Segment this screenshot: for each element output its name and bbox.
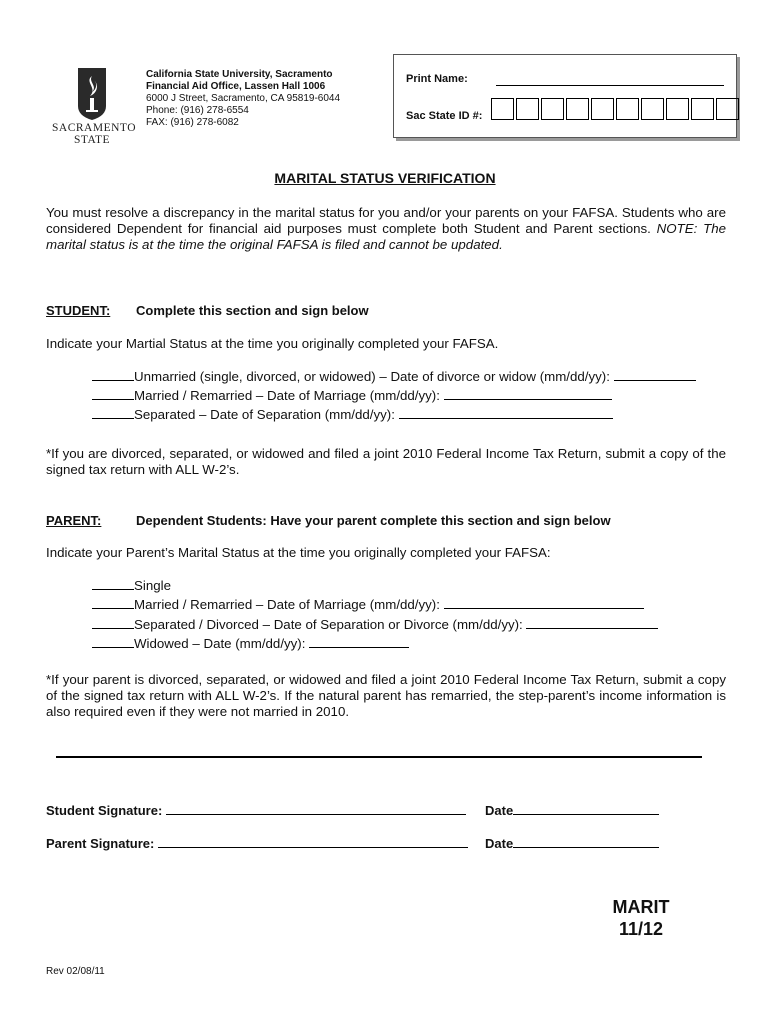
parent-date-row — [485, 836, 659, 851]
intro-text: You must resolve a discrepancy in the marital status for you and/or your parents on your FAFSA. Students who are considered Dependent for financial aid purposes must complete both Student and Parent sections. — [46, 205, 726, 236]
parent-option-married: Married / Remarried – Date of Marriage (mm/dd/yy): — [92, 597, 644, 613]
parent-signature-label: Parent Signature: — [46, 836, 155, 851]
intro-paragraph — [46, 205, 726, 253]
student-instruction: Indicate your Martial Status at the time you originally completed your FAFSA. — [46, 336, 499, 351]
date-blank[interactable] — [399, 407, 613, 419]
sac-id-digit-box[interactable] — [691, 98, 714, 120]
form-code-name: MARIT — [612, 897, 670, 917]
parent-footnote: *If your parent is divorced, separated, or widowed and filed a joint 2010 Federal Income Tax Return, submit a copy of the signed tax return with ALL W-2’s. If the natural parent has remarried, the step-parent’s income information is also required even if they were not married in 2010. — [46, 672, 726, 719]
parent-description: Dependent Students: Have your parent complete this section and sign below — [136, 513, 611, 528]
page-title: MARITAL STATUS VERIFICATION — [274, 170, 496, 186]
section-divider — [56, 756, 702, 758]
date-label: Date — [485, 803, 514, 818]
date-blank[interactable] — [444, 388, 612, 400]
sac-id-digit-box[interactable] — [491, 98, 514, 120]
address-line: Phone: (916) 278-6554 — [146, 105, 249, 116]
office-address — [146, 69, 340, 129]
parent-option-single: Single — [92, 578, 171, 594]
student-option-married: Married / Remarried – Date of Marriage (mm/dd/yy): — [92, 388, 612, 404]
form-code-year: 11/12 — [618, 919, 664, 939]
student-id-box — [393, 54, 737, 138]
print-name-field[interactable] — [496, 85, 724, 86]
parent-option-widowed: Widowed – Date (mm/dd/yy): — [92, 636, 409, 652]
date-blank[interactable] — [444, 597, 644, 609]
student-signature-label: Student Signature: — [46, 803, 163, 818]
date-blank[interactable] — [614, 369, 696, 381]
torch-icon — [72, 66, 112, 122]
address-line: California State University, Sacramento — [146, 69, 333, 80]
sac-id-digit-box[interactable] — [566, 98, 589, 120]
sac-id-digit-box[interactable] — [541, 98, 564, 120]
parent-heading: PARENT: — [46, 513, 102, 528]
checkmark-blank[interactable] — [92, 636, 134, 648]
logo-word-state: STATE — [73, 134, 111, 146]
student-date-field[interactable] — [513, 803, 659, 815]
intro-note: NOTE: The marital status is at the time the original FAFSA is filed and cannot be updated. — [46, 221, 726, 252]
sac-id-digit-box[interactable] — [616, 98, 639, 120]
address-line: Financial Aid Office, Lassen Hall 1006 — [146, 81, 326, 92]
address-line: 6000 J Street, Sacramento, CA 95819-6044 — [146, 93, 341, 104]
student-signature-field[interactable] — [166, 803, 466, 815]
checkmark-blank[interactable] — [92, 407, 134, 419]
student-description: Complete this section and sign below — [136, 303, 369, 318]
sac-id-field — [491, 98, 741, 120]
form-code — [606, 896, 676, 940]
student-footnote: *If you are divorced, separated, or widowed and filed a joint 2010 Federal Income Tax Return, submit a copy of the signed tax return with ALL W-2’s. — [46, 446, 726, 477]
checkmark-blank[interactable] — [92, 388, 134, 400]
date-blank[interactable] — [309, 636, 409, 648]
date-label: Date — [485, 836, 514, 851]
date-blank[interactable] — [526, 617, 658, 629]
sac-id-digit-box[interactable] — [591, 98, 614, 120]
sac-id-digit-box[interactable] — [641, 98, 664, 120]
checkmark-blank[interactable] — [92, 369, 134, 381]
parent-option-separated: Separated / Divorced – Date of Separation or Divorce (mm/dd/yy): — [92, 617, 658, 633]
sac-id-digit-box[interactable] — [516, 98, 539, 120]
parent-date-field[interactable] — [513, 836, 659, 848]
checkmark-blank[interactable] — [92, 578, 134, 590]
revision-date: Rev 02/08/11 — [46, 966, 105, 977]
parent-signature-field[interactable] — [158, 836, 468, 848]
parent-signature-row — [46, 836, 468, 851]
checkmark-blank[interactable] — [92, 597, 134, 609]
address-line: FAX: (916) 278-6082 — [146, 117, 239, 128]
student-heading: STUDENT: — [46, 303, 111, 318]
university-logo — [52, 66, 137, 146]
student-signature-row — [46, 803, 466, 818]
student-date-row — [485, 803, 659, 818]
sac-id-label: Sac State ID #: — [406, 110, 483, 122]
sac-id-digit-box[interactable] — [666, 98, 689, 120]
sac-id-digit-box[interactable] — [716, 98, 739, 120]
student-option-separated: Separated – Date of Separation (mm/dd/yy): — [92, 407, 613, 423]
checkmark-blank[interactable] — [92, 617, 134, 629]
logo-word-sacramento: SACRAMENTO — [52, 122, 137, 134]
print-name-label: Print Name: — [406, 73, 468, 85]
parent-instruction: Indicate your Parent’s Marital Status at the time you originally completed your FAFSA: — [46, 545, 551, 560]
student-option-unmarried: Unmarried (single, divorced, or widowed) – Date of divorce or widow (mm/dd/yy): — [92, 369, 696, 385]
